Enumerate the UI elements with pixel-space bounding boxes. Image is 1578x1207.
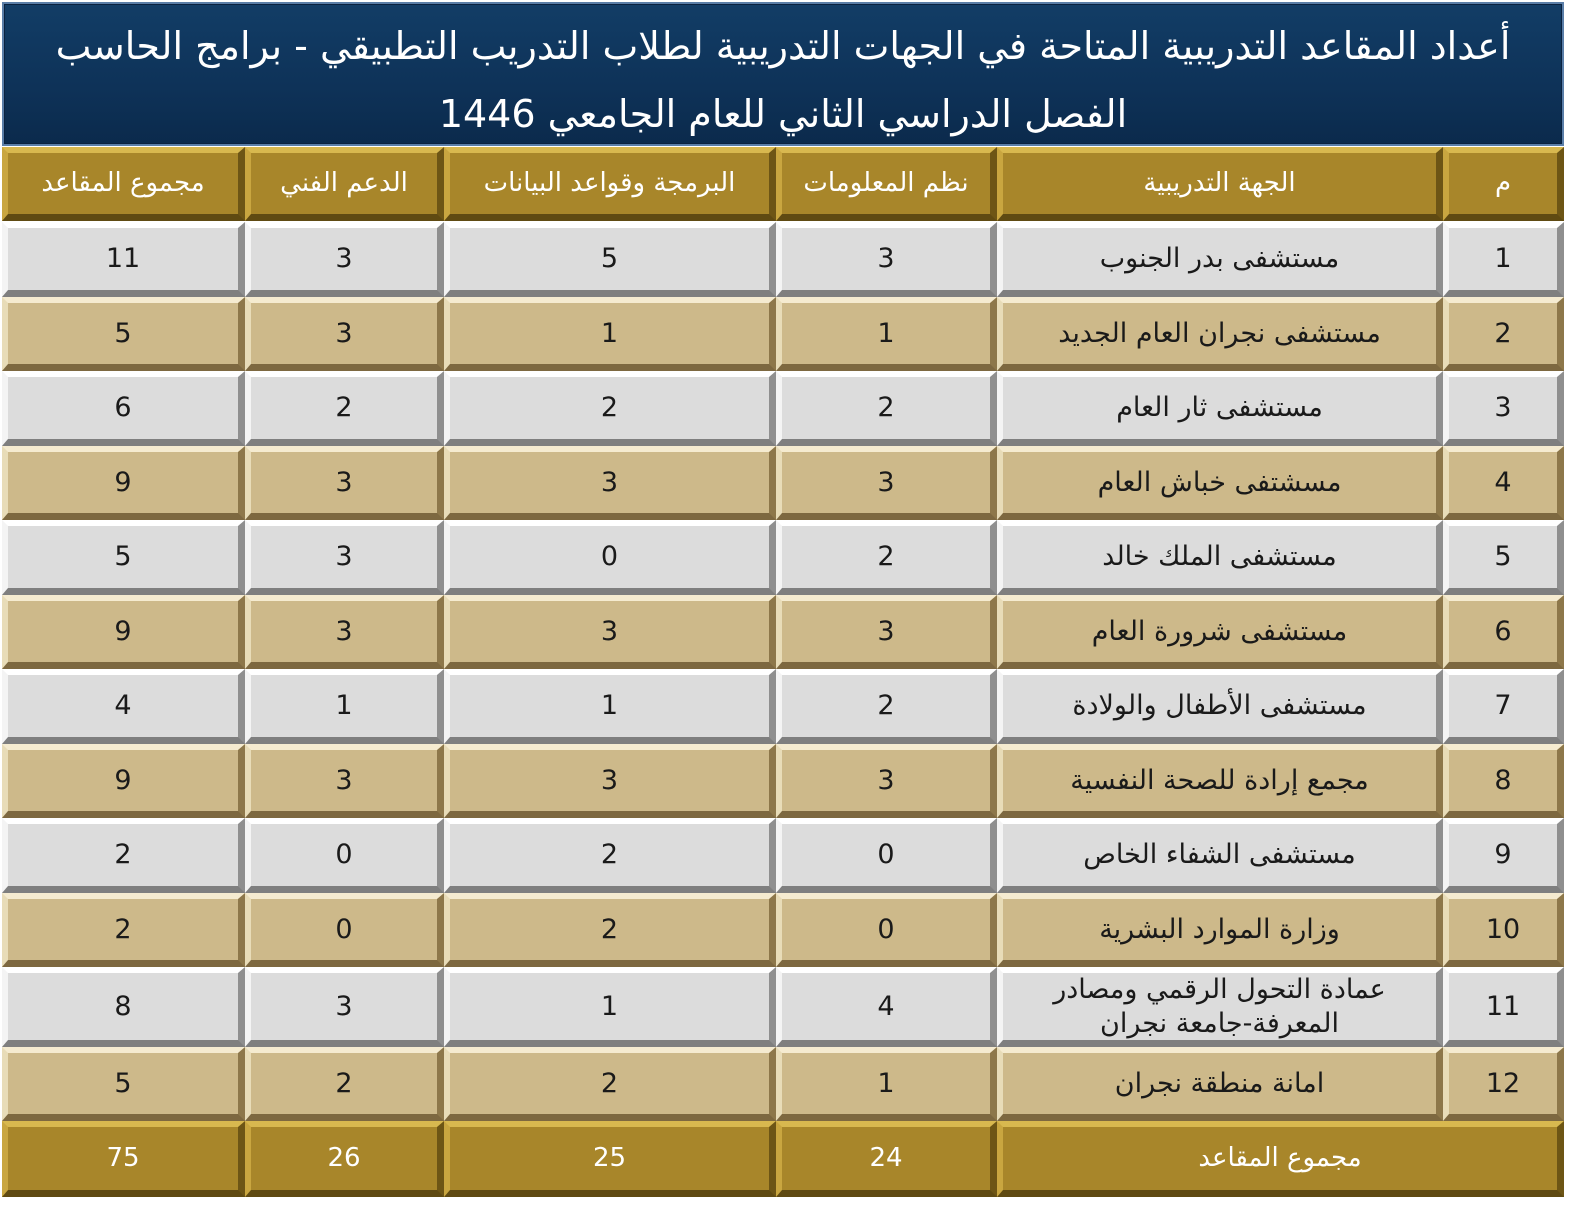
table-cell-index-text: 5	[1494, 541, 1512, 573]
table-cell-prog	[444, 744, 776, 818]
table-cell-prog	[444, 669, 776, 744]
table-cell-total-text: 4	[114, 690, 132, 722]
table-cell-support-text: 0	[335, 913, 353, 945]
table-cell-support	[245, 1047, 444, 1121]
table-cell-entity	[997, 744, 1443, 818]
table-cell-total	[2, 893, 245, 967]
table-cell-is	[776, 446, 997, 520]
totals-cell-total	[2, 1121, 245, 1197]
table-cell-prog-text: 0	[600, 541, 619, 573]
table-cell-index	[1443, 297, 1564, 371]
table-cell-index	[1443, 1047, 1564, 1121]
table-cell-is	[776, 222, 997, 297]
table-cell-index	[1443, 222, 1564, 297]
table-cell-index-text: 8	[1494, 764, 1512, 796]
table-cell-support-text: 1	[335, 690, 353, 722]
table-cell-support-text: 3	[335, 990, 353, 1022]
table-cell-support-text: 3	[335, 243, 353, 275]
table-cell-prog	[444, 297, 776, 371]
column-header-index-text: م	[1494, 168, 1512, 199]
table-cell-total-text: 11	[105, 243, 141, 275]
table-cell-entity	[997, 297, 1443, 371]
column-header-prog-text: البرمجة وقواعد البيانات	[483, 168, 736, 199]
table-cell-is	[776, 818, 997, 893]
table-cell-index-text: 1	[1494, 243, 1512, 275]
table-cell-index-text: 12	[1485, 1067, 1521, 1099]
table-cell-prog	[444, 1047, 776, 1121]
table-cell-support-text: 2	[335, 392, 353, 424]
table-cell-entity-text: مجمع إرادة للصحة النفسية	[1070, 764, 1369, 796]
table-cell-prog	[444, 595, 776, 669]
table-cell-prog	[444, 520, 776, 595]
table-cell-prog-text: 1	[600, 317, 619, 349]
table-title-banner	[2, 2, 1564, 146]
table-cell-entity	[997, 222, 1443, 297]
column-header-is-text: نظم المعلومات	[803, 168, 969, 199]
table-title-line-2: الفصل الدراسي الثاني للعام الجامعي 1446	[438, 92, 1128, 136]
table-cell-total-text: 9	[114, 615, 132, 647]
table-cell-entity-text: مستشفى الملك خالد	[1102, 541, 1337, 573]
table-cell-prog-text: 5	[600, 243, 619, 275]
table-cell-is-text: 0	[877, 839, 895, 871]
table-cell-index	[1443, 595, 1564, 669]
table-cell-total-text: 2	[114, 839, 132, 871]
table-cell-total-text: 2	[114, 913, 132, 945]
table-cell-total-text: 8	[114, 990, 132, 1022]
totals-cell-is	[776, 1121, 997, 1197]
totals-cell-label-text: مجموع المقاعد	[1198, 1143, 1362, 1174]
table-cell-prog-text: 2	[600, 1067, 619, 1099]
table-cell-support-text: 2	[335, 1067, 353, 1099]
column-header-prog	[444, 147, 776, 221]
table-cell-support	[245, 744, 444, 818]
table-cell-index	[1443, 893, 1564, 967]
table-cell-support	[245, 520, 444, 595]
totals-cell-total-text: 75	[106, 1143, 140, 1174]
table-cell-entity-text: مستشفى شرورة العام	[1091, 615, 1348, 647]
table-cell-total	[2, 967, 245, 1047]
table-cell-index-text: 9	[1494, 839, 1512, 871]
table-cell-prog-text: 1	[600, 690, 619, 722]
table-cell-is-text: 2	[877, 690, 895, 722]
table-cell-support	[245, 222, 444, 297]
column-header-total-text: مجموع المقاعد	[41, 168, 205, 199]
table-cell-index	[1443, 967, 1564, 1047]
table-cell-total-text: 5	[114, 541, 132, 573]
table-cell-is	[776, 967, 997, 1047]
table-cell-entity-text: مستشفى نجران العام الجديد	[1058, 317, 1381, 349]
table-cell-entity	[997, 520, 1443, 595]
table-cell-prog	[444, 818, 776, 893]
table-cell-entity-text: مسشتفى خباش العام	[1097, 466, 1342, 498]
table-cell-is	[776, 893, 997, 967]
table-cell-support-text: 0	[335, 839, 353, 871]
table-cell-entity	[997, 371, 1443, 446]
table-cell-index-text: 6	[1494, 615, 1512, 647]
column-header-support	[245, 147, 444, 221]
table-cell-support	[245, 818, 444, 893]
table-cell-prog-text: 3	[600, 764, 619, 796]
table-cell-is	[776, 669, 997, 744]
table-cell-prog-text: 2	[600, 392, 619, 424]
table-cell-support	[245, 967, 444, 1047]
totals-cell-prog	[444, 1121, 776, 1197]
table-cell-entity-text: مستشفى بدر الجنوب	[1099, 243, 1340, 275]
totals-cell-support-text: 26	[327, 1143, 361, 1174]
table-cell-entity	[997, 669, 1443, 744]
table-cell-total	[2, 520, 245, 595]
table-cell-index	[1443, 669, 1564, 744]
table-cell-entity	[997, 893, 1443, 967]
column-header-index	[1443, 147, 1564, 221]
table-cell-prog-text: 3	[600, 615, 619, 647]
table-cell-prog	[444, 446, 776, 520]
table-cell-total	[2, 669, 245, 744]
table-cell-total	[2, 371, 245, 446]
table-cell-total	[2, 1047, 245, 1121]
table-cell-is-text: 3	[877, 243, 895, 275]
table-cell-support	[245, 446, 444, 520]
table-cell-total-text: 5	[114, 1067, 132, 1099]
column-header-support-text: الدعم الفني	[280, 168, 408, 199]
table-cell-index-text: 2	[1494, 317, 1512, 349]
table-cell-entity-text: مستشفى ثار العام	[1116, 392, 1323, 424]
table-cell-entity-text: مستشفى الشفاء الخاص	[1083, 839, 1356, 871]
table-cell-index-text: 3	[1494, 392, 1512, 424]
table-cell-entity	[997, 818, 1443, 893]
table-cell-entity-text: عمادة التحول الرقمي ومصادر المعرفة-جامعة نجران	[1053, 973, 1386, 1039]
table-cell-is-text: 2	[877, 541, 895, 573]
table-cell-index	[1443, 818, 1564, 893]
table-cell-entity-text: امانة منطقة نجران	[1114, 1067, 1325, 1099]
table-cell-is	[776, 595, 997, 669]
table-cell-is-text: 3	[877, 615, 895, 647]
table-cell-entity-text: مستشفى الأطفال والولادة	[1072, 690, 1367, 722]
table-cell-total-text: 6	[114, 392, 132, 424]
column-header-entity	[997, 147, 1443, 221]
table-cell-prog	[444, 222, 776, 297]
table-cell-is	[776, 1047, 997, 1121]
table-cell-support-text: 3	[335, 764, 353, 796]
table-cell-index	[1443, 744, 1564, 818]
table-cell-support	[245, 297, 444, 371]
totals-cell-prog-text: 25	[592, 1143, 627, 1174]
column-header-is	[776, 147, 997, 221]
totals-cell-is-text: 24	[869, 1143, 903, 1174]
table-cell-prog-text: 2	[600, 839, 619, 871]
table-cell-total	[2, 297, 245, 371]
totals-cell-label	[997, 1121, 1564, 1197]
table-cell-prog	[444, 967, 776, 1047]
table-cell-support	[245, 371, 444, 446]
table-cell-entity	[997, 967, 1443, 1047]
table-cell-is-text: 2	[877, 392, 895, 424]
table-cell-is-text: 1	[877, 1067, 895, 1099]
table-cell-support	[245, 893, 444, 967]
table-cell-index-text: 11	[1485, 990, 1521, 1022]
table-cell-total	[2, 595, 245, 669]
table-cell-is-text: 3	[877, 764, 895, 796]
table-cell-entity-text: وزارة الموارد البشرية	[1099, 913, 1340, 945]
table-cell-support-text: 3	[335, 615, 353, 647]
table-cell-entity	[997, 446, 1443, 520]
table-cell-support	[245, 669, 444, 744]
table-cell-total	[2, 744, 245, 818]
table-cell-is	[776, 371, 997, 446]
table-cell-entity	[997, 595, 1443, 669]
column-header-entity-text: الجهة التدريبية	[1143, 168, 1296, 199]
table-cell-prog	[444, 371, 776, 446]
table-cell-is	[776, 744, 997, 818]
table-cell-index-text: 7	[1494, 690, 1512, 722]
totals-cell-support	[245, 1121, 444, 1197]
table-cell-prog-text: 2	[600, 913, 619, 945]
table-cell-prog	[444, 893, 776, 967]
table-cell-prog-text: 3	[600, 466, 619, 498]
table-cell-index	[1443, 520, 1564, 595]
table-cell-total-text: 9	[114, 466, 132, 498]
column-header-total	[2, 147, 245, 221]
table-cell-total-text: 5	[114, 317, 132, 349]
table-cell-index-text: 10	[1485, 913, 1521, 945]
table-cell-is-text: 1	[877, 317, 895, 349]
table-cell-support-text: 3	[335, 541, 353, 573]
table-cell-prog-text: 1	[600, 990, 619, 1022]
table-cell-total	[2, 818, 245, 893]
table-cell-is	[776, 297, 997, 371]
table-cell-index	[1443, 371, 1564, 446]
table-cell-is-text: 4	[877, 990, 895, 1022]
table-cell-support-text: 3	[335, 317, 353, 349]
table-cell-support-text: 3	[335, 466, 353, 498]
table-cell-is	[776, 520, 997, 595]
table-cell-entity	[997, 1047, 1443, 1121]
table-cell-is-text: 0	[877, 913, 895, 945]
table-cell-total	[2, 222, 245, 297]
table-cell-total-text: 9	[114, 764, 132, 796]
table-title-line-1: أعداد المقاعد التدريبية المتاحة في الجهات التدريبية لطلاب التدريب التطبيقي - برامج الحاسب	[55, 24, 1511, 68]
table-cell-total	[2, 446, 245, 520]
table-cell-index-text: 4	[1494, 466, 1512, 498]
table-cell-index	[1443, 446, 1564, 520]
table-cell-support	[245, 595, 444, 669]
table-cell-is-text: 3	[877, 466, 895, 498]
